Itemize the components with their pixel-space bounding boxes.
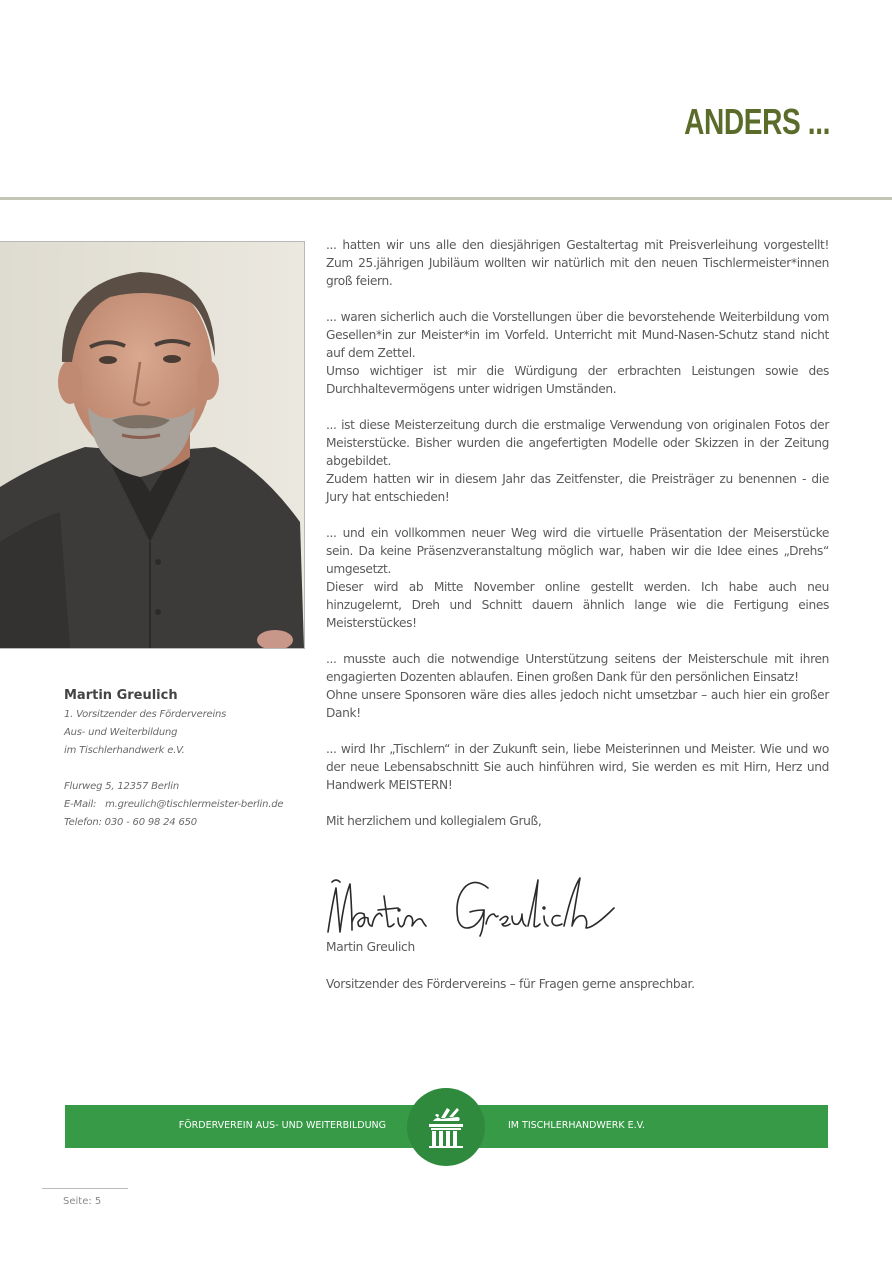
signature-drawing (322, 870, 642, 940)
contact-email[interactable]: E-Mail: m.greulich@tischlermeister-berlin.de (64, 799, 284, 810)
footer-divider (42, 1188, 128, 1189)
contact-role-line: 1. Vorsitzender des Fördervereins (64, 709, 227, 720)
letter-text: Ohne unsere Sponsoren wäre dies alles jedoch nicht umsetzbar – auch hier ein großer Dank! (326, 688, 829, 720)
letter-text: Mit herzlichem und kollegialem Gruß, (326, 814, 542, 828)
letter-text: Zudem hatten wir in diesem Jahr das Zeitfenster, die Preisträger zu benennen - die Jury hat entschieden! (326, 472, 829, 504)
banner-right-text: IM TISCHLERHANDWERK E.V. (508, 1120, 645, 1131)
letter-paragraph (326, 524, 829, 632)
portrait-image (0, 242, 304, 648)
letter-paragraph (326, 308, 829, 398)
letter-text: Dieser wird ab Mitte November online gestellt werden. Ich habe auch neu hinzugelernt, Dreh und Schnitt dauern ähnlich lange wie die Fertigung eines Meisterstückes! (326, 580, 829, 630)
page-title: ANDERS ... (684, 101, 830, 142)
signature-role: Vorsitzender des Fördervereins – für Fragen gerne ansprechbar. (326, 977, 695, 991)
contact-address: Flurweg 5, 12357 Berlin (64, 781, 179, 792)
letter-text: ... musste auch die notwendige Unterstützung seitens der Meisterschule mit ihren engagierten Dozenten ablaufen. Einen großen Dank für den persönlichen Einsatz! (326, 652, 829, 684)
banner-left-text: FÖRDERVEREIN AUS- UND WEITERBILDUNG (178, 1120, 386, 1131)
signature-name: Martin Greulich (326, 940, 415, 954)
letter-text: ... ist diese Meisterzeitung durch die erstmalige Verwendung von originalen Fotos der Meisterstücke. Bisher wurden die angefertigten Modelle oder Skizzen in der Zeitung abgebildet. (326, 418, 829, 468)
letter-body (326, 236, 829, 848)
contact-role-line: im Tischlerhandwerk e.V. (64, 745, 185, 756)
letter-text: ... hatten wir uns alle den diesjährigen Gestaltertag mit Preisverleihung vorgestellt! Zum 25.jährigen Jubiläum wollten wir natürlich mit den neuen Tischlermeister*innen groß feiern. (326, 238, 829, 288)
letter-paragraph (326, 650, 829, 722)
portrait-photo (0, 241, 305, 649)
letter-text: ... und ein vollkommen neuer Weg wird die virtuelle Präsentation der Meiserstücke sein. Da keine Präsenzveranstaltung möglich war, haben wir die Idee eines „Drehs“ umgesetzt. (326, 526, 829, 576)
letter-paragraph (326, 740, 829, 794)
handwritten-signature (322, 870, 642, 940)
letter-paragraph (326, 236, 829, 290)
letter-closing (326, 812, 829, 830)
letter-text: ... waren sicherlich auch die Vorstellungen über die bevorstehende Weiterbildung vom Gesellen*in zur Meister*in im Vorfeld. Unterricht mit Mund-Nasen-Schutz stand nicht auf dem Zettel. (326, 310, 829, 360)
contact-phone: Telefon: 030 - 60 98 24 650 (64, 817, 197, 828)
association-logo (407, 1088, 485, 1166)
header-divider (0, 197, 892, 200)
contact-role-line: Aus- und Weiterbildung (64, 727, 178, 738)
contact-name: Martin Greulich (64, 688, 178, 703)
letter-text: ... wird Ihr „Tischlern“ in der Zukunft sein, liebe Meisterinnen und Meister. Wie und wo der neue Lebensabschnitt Sie auch hinführen wird, Sie werden es mit Hirn, Herz und Handwerk MEISTERN! (326, 742, 829, 792)
letter-text: Umso wichtiger ist mir die Würdigung der erbrachten Leistungen sowie des Durchhaltevermögens unter widrigen Umständen. (326, 364, 829, 396)
page-number: Seite: 5 (63, 1196, 102, 1207)
contact-block (64, 688, 314, 832)
brandenburg-gate-plane-icon (407, 1088, 485, 1166)
letter-paragraph (326, 416, 829, 506)
